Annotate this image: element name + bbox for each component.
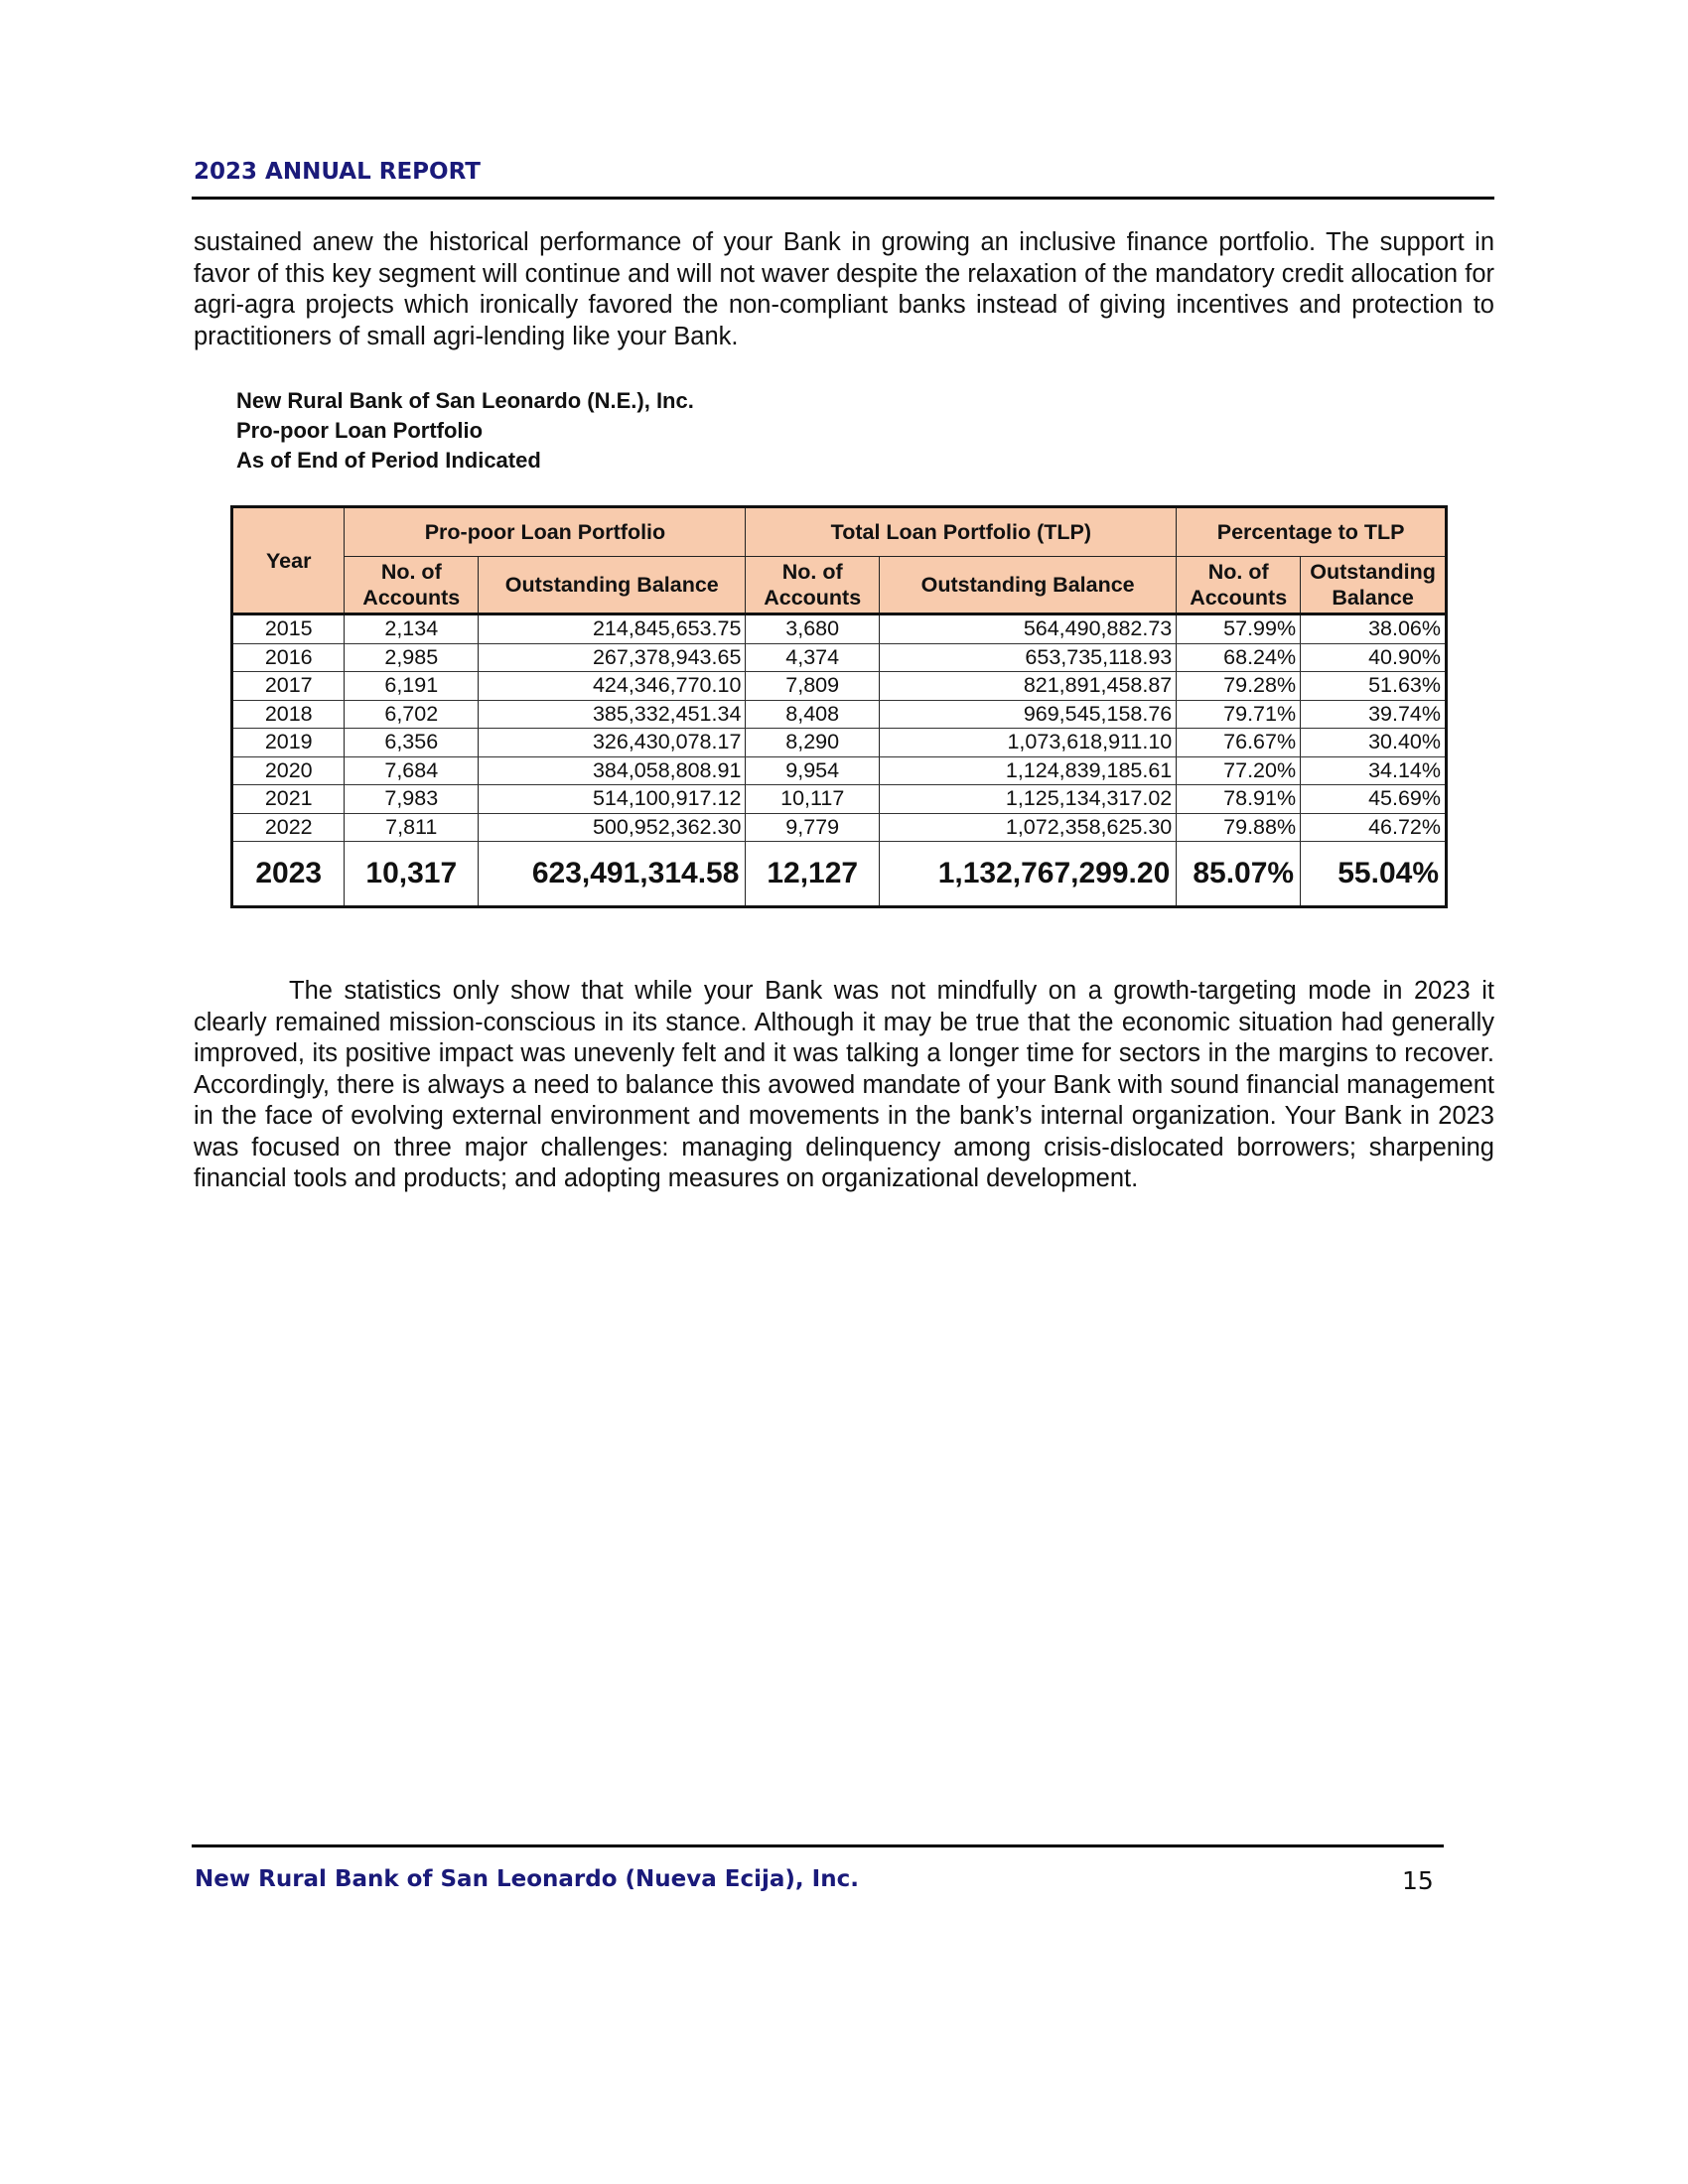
table-caption-title: Pro-poor Loan Portfolio: [236, 418, 484, 443]
col-header-tl-balance: Outstanding Balance: [880, 557, 1177, 614]
cell-pct-balance: 55.04%: [1301, 842, 1447, 907]
cell-pp-accounts: 2,985: [345, 643, 479, 672]
cell-pct-balance: 51.63%: [1301, 672, 1447, 701]
cell-pp-accounts: 7,684: [345, 756, 479, 785]
cell-pp-balance: 623,491,314.58: [479, 842, 746, 907]
cell-pct-balance: 40.90%: [1301, 643, 1447, 672]
cell-tl-accounts: 8,408: [746, 700, 880, 729]
cell-pp-accounts: 6,702: [345, 700, 479, 729]
group-header-total-loan: Total Loan Portfolio (TLP): [746, 507, 1177, 557]
cell-tl-balance: 969,545,158.76: [880, 700, 1177, 729]
cell-pct-accounts: 85.07%: [1177, 842, 1301, 907]
cell-year: 2023: [232, 842, 345, 907]
cell-pct-accounts: 76.67%: [1177, 729, 1301, 757]
cell-pct-accounts: 68.24%: [1177, 643, 1301, 672]
cell-pct-balance: 46.72%: [1301, 813, 1447, 842]
cell-pp-balance: 267,378,943.65: [479, 643, 746, 672]
cell-tl-balance: 1,073,618,911.10: [880, 729, 1177, 757]
cell-tl-accounts: 4,374: [746, 643, 880, 672]
cell-pct-accounts: 79.71%: [1177, 700, 1301, 729]
group-header-percentage: Percentage to TLP: [1177, 507, 1447, 557]
cell-tl-accounts: 3,680: [746, 614, 880, 644]
cell-pp-balance: 514,100,917.12: [479, 785, 746, 814]
cell-tl-accounts: 9,954: [746, 756, 880, 785]
cell-pp-accounts: 7,811: [345, 813, 479, 842]
cell-pp-accounts: 6,356: [345, 729, 479, 757]
cell-pct-balance: 45.69%: [1301, 785, 1447, 814]
col-header-pp-balance: Outstanding Balance: [479, 557, 746, 614]
cell-tl-accounts: 7,809: [746, 672, 880, 701]
cell-pp-accounts: 2,134: [345, 614, 479, 644]
cell-pp-accounts: 7,983: [345, 785, 479, 814]
table-row: [232, 614, 1447, 644]
cell-pct-accounts: 78.91%: [1177, 785, 1301, 814]
cell-tl-balance: 1,124,839,185.61: [880, 756, 1177, 785]
col-header-pct-accounts: No. of Accounts: [1177, 557, 1301, 614]
cell-pct-balance: 38.06%: [1301, 614, 1447, 644]
cell-pp-balance: 500,952,362.30: [479, 813, 746, 842]
cell-year: 2016: [232, 643, 345, 672]
table-caption-period: As of End of Period Indicated: [236, 448, 541, 473]
cell-pp-balance: 214,845,653.75: [479, 614, 746, 644]
page-number: 15: [1402, 1866, 1434, 1895]
cell-pp-balance: 385,332,451.34: [479, 700, 746, 729]
intro-paragraph: sustained anew the historical performance of your Bank in growing an inclusive finance portfolio. The support in favor of this key segment will continue and will not waver despite the relaxation of the mandatory credit allocation for agri-agra projects which ironically favored the non-compliant banks instead of giving incentives and protection to practitioners of small agri-lending like your Bank.: [194, 228, 1494, 350]
table-row: [232, 785, 1447, 814]
cell-pp-balance: 326,430,078.17: [479, 729, 746, 757]
cell-tl-balance: 1,125,134,317.02: [880, 785, 1177, 814]
cell-tl-balance: 821,891,458.87: [880, 672, 1177, 701]
table-row: [232, 672, 1447, 701]
col-header-tl-accounts: No. of Accounts: [746, 557, 880, 614]
cell-tl-balance: 564,490,882.73: [880, 614, 1177, 644]
pro-poor-loan-table: [230, 505, 1448, 908]
report-header-title: 2023 ANNUAL REPORT: [194, 159, 481, 185]
table-row: [232, 643, 1447, 672]
cell-tl-accounts: 12,127: [746, 842, 880, 907]
table-row: [232, 729, 1447, 757]
col-header-pp-accounts: No. of Accounts: [345, 557, 479, 614]
table-caption: [236, 386, 694, 476]
table-row-total-2023: [232, 842, 1447, 907]
cell-pct-balance: 30.40%: [1301, 729, 1447, 757]
table-row: [232, 813, 1447, 842]
cell-year: 2018: [232, 700, 345, 729]
col-header-pct-balance: Outstanding Balance: [1301, 557, 1447, 614]
cell-year: 2022: [232, 813, 345, 842]
cell-pp-balance: 384,058,808.91: [479, 756, 746, 785]
cell-tl-balance: 653,735,118.93: [880, 643, 1177, 672]
cell-tl-accounts: 9,779: [746, 813, 880, 842]
table-row: [232, 756, 1447, 785]
group-header-pro-poor: Pro-poor Loan Portfolio: [345, 507, 746, 557]
cell-year: 2021: [232, 785, 345, 814]
analysis-paragraph: The statistics only show that while your Bank was not mindfully on a growth-targeting mode in 2023 it clearly remained mission-conscious in its stance. Although it may be true that the economic situation had generally improved, its positive impact was unevenly felt and it was talking a longer time for sectors in the margins to recover. Accordingly, there is always a need to balance this avowed mandate of your Bank with sound financial management in the face of evolving external environment and movements in the bank’s internal organization. Your Bank in 2023 was focused on three major challenges: managing delinquency among crisis-dislocated borrowers; sharpening financial tools and products; and adopting measures on organizational development.: [194, 977, 1494, 1192]
cell-year: 2017: [232, 672, 345, 701]
header-divider: [192, 197, 1494, 200]
table-caption-bank: New Rural Bank of San Leonardo (N.E.), Inc.: [236, 388, 694, 413]
cell-tl-accounts: 10,117: [746, 785, 880, 814]
cell-tl-accounts: 8,290: [746, 729, 880, 757]
cell-pp-accounts: 6,191: [345, 672, 479, 701]
col-header-year: Year: [232, 507, 345, 614]
cell-pct-accounts: 77.20%: [1177, 756, 1301, 785]
cell-tl-balance: 1,132,767,299.20: [880, 842, 1177, 907]
cell-pct-accounts: 57.99%: [1177, 614, 1301, 644]
cell-pct-balance: 39.74%: [1301, 700, 1447, 729]
cell-year: 2019: [232, 729, 345, 757]
cell-year: 2020: [232, 756, 345, 785]
cell-year: 2015: [232, 614, 345, 644]
table-row: [232, 700, 1447, 729]
cell-pct-balance: 34.14%: [1301, 756, 1447, 785]
footer-bank-name: New Rural Bank of San Leonardo (Nueva Ecija), Inc.: [195, 1866, 859, 1892]
cell-pct-accounts: 79.28%: [1177, 672, 1301, 701]
cell-tl-balance: 1,072,358,625.30: [880, 813, 1177, 842]
cell-pct-accounts: 79.88%: [1177, 813, 1301, 842]
cell-pp-balance: 424,346,770.10: [479, 672, 746, 701]
cell-pp-accounts: 10,317: [345, 842, 479, 907]
footer-divider: [192, 1844, 1444, 1847]
